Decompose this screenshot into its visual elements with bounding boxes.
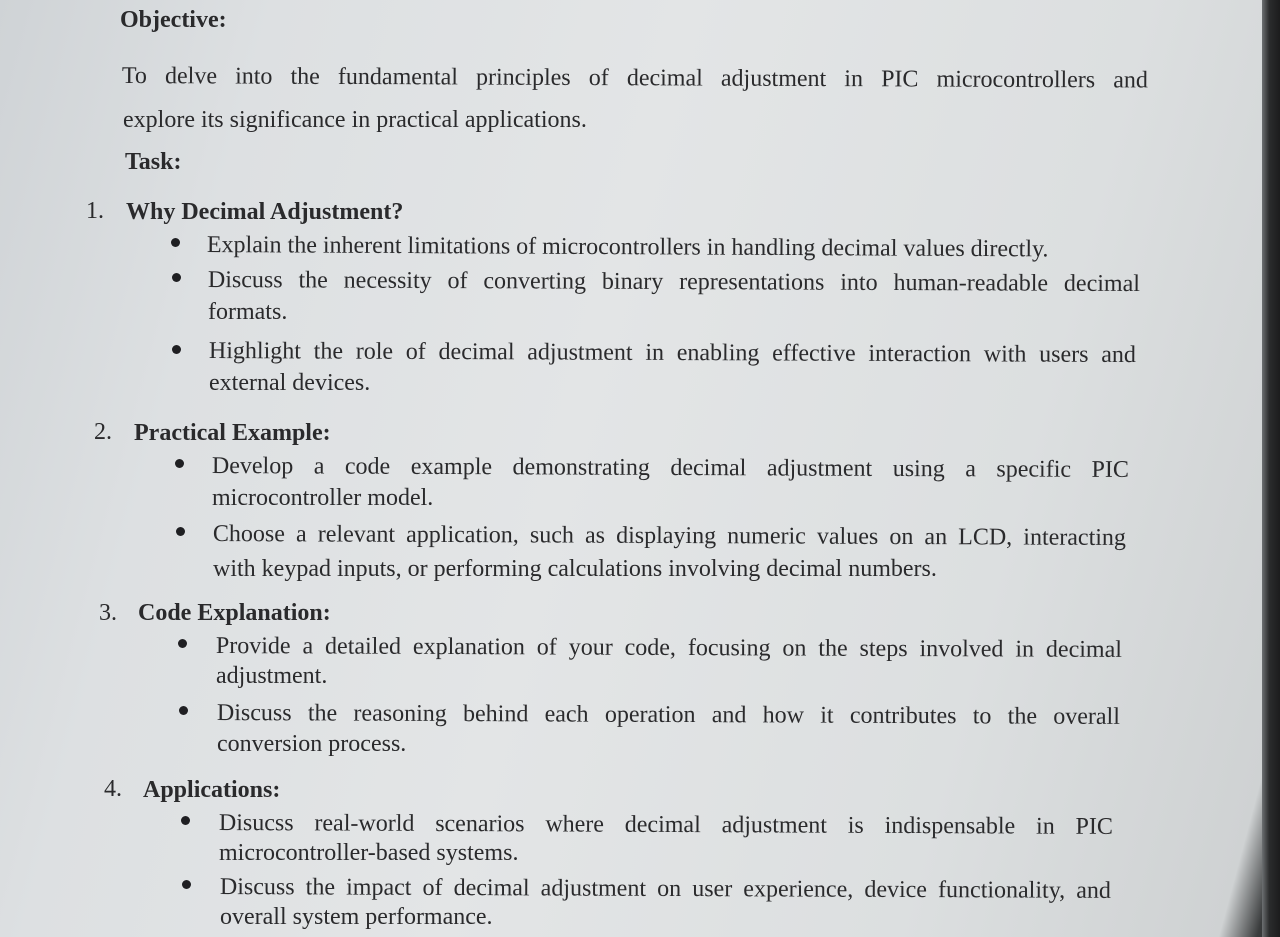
task-heading: Task: xyxy=(125,149,182,175)
bullet-text: Discuss the impact of decimal adjustment on user experience, device functionality, and xyxy=(219,874,1111,904)
bullet-text: Choose a relevant application, such as displaying numeric values on an LCD, interacting xyxy=(212,521,1126,551)
section-title: Why Decimal Adjustment? xyxy=(126,199,404,225)
bullet-text-continued: with keypad inputs, or performing calculations involving decimal numbers. xyxy=(213,556,937,582)
bullet-text-continued: microcontroller-based systems. xyxy=(219,840,519,866)
bullet-text: Disucss real-world scenarios where decimal adjustment is indispensable in PIC xyxy=(218,810,1113,840)
bullet-text: Develop a code example demonstrating decimal adjustment using a specific PIC xyxy=(211,453,1129,484)
section-title: Applications: xyxy=(143,777,281,803)
bullet-text: Explain the inherent limitations of microcontrollers in handling decimal values directly. xyxy=(206,231,1049,263)
bullet-dot xyxy=(181,816,190,825)
section-title: Code Explanation: xyxy=(138,600,331,626)
section-number: 2. xyxy=(94,419,112,445)
bullet-text-continued: microcontroller model. xyxy=(212,485,434,511)
bullet-dot xyxy=(182,880,191,889)
bullet-text-continued: conversion process. xyxy=(217,731,407,757)
section-number: 4. xyxy=(104,776,122,802)
section-title: Practical Example: xyxy=(134,420,331,446)
bullet-text: Discuss the reasoning behind each operation and how it contributes to the overall xyxy=(216,700,1120,730)
bullet-dot xyxy=(171,238,180,247)
section-number: 1. xyxy=(86,198,104,224)
bullet-text-continued: overall system performance. xyxy=(220,904,493,930)
bullet-text-continued: external devices. xyxy=(209,370,371,396)
bullet-text-continued: adjustment. xyxy=(216,663,328,689)
bullet-dot xyxy=(172,273,181,282)
objective-line-2: explore its significance in practical applications. xyxy=(123,107,587,133)
bullet-text-continued: formats. xyxy=(208,299,288,325)
bullet-text: Provide a detailed explanation of your code, focusing on the steps involved in decimal xyxy=(215,633,1122,663)
objective-line-1: To delve into the fundamental principles of decimal adjustment in PIC microcontrollers and xyxy=(121,62,1148,94)
bullet-dot xyxy=(179,706,188,715)
objective-heading: Objective: xyxy=(120,7,227,33)
bullet-dot xyxy=(176,527,185,536)
bullet-dot xyxy=(175,459,184,468)
bullet-dot xyxy=(178,639,187,648)
monitor-bezel-edge xyxy=(1262,0,1280,937)
bullet-text: Discuss the necessity of converting binary representations into human-readable decimal xyxy=(207,267,1140,298)
section-number: 3. xyxy=(99,600,117,626)
bullet-text: Highlight the role of decimal adjustment in enabling effective interaction with users and xyxy=(208,338,1136,369)
bullet-dot xyxy=(172,345,181,354)
